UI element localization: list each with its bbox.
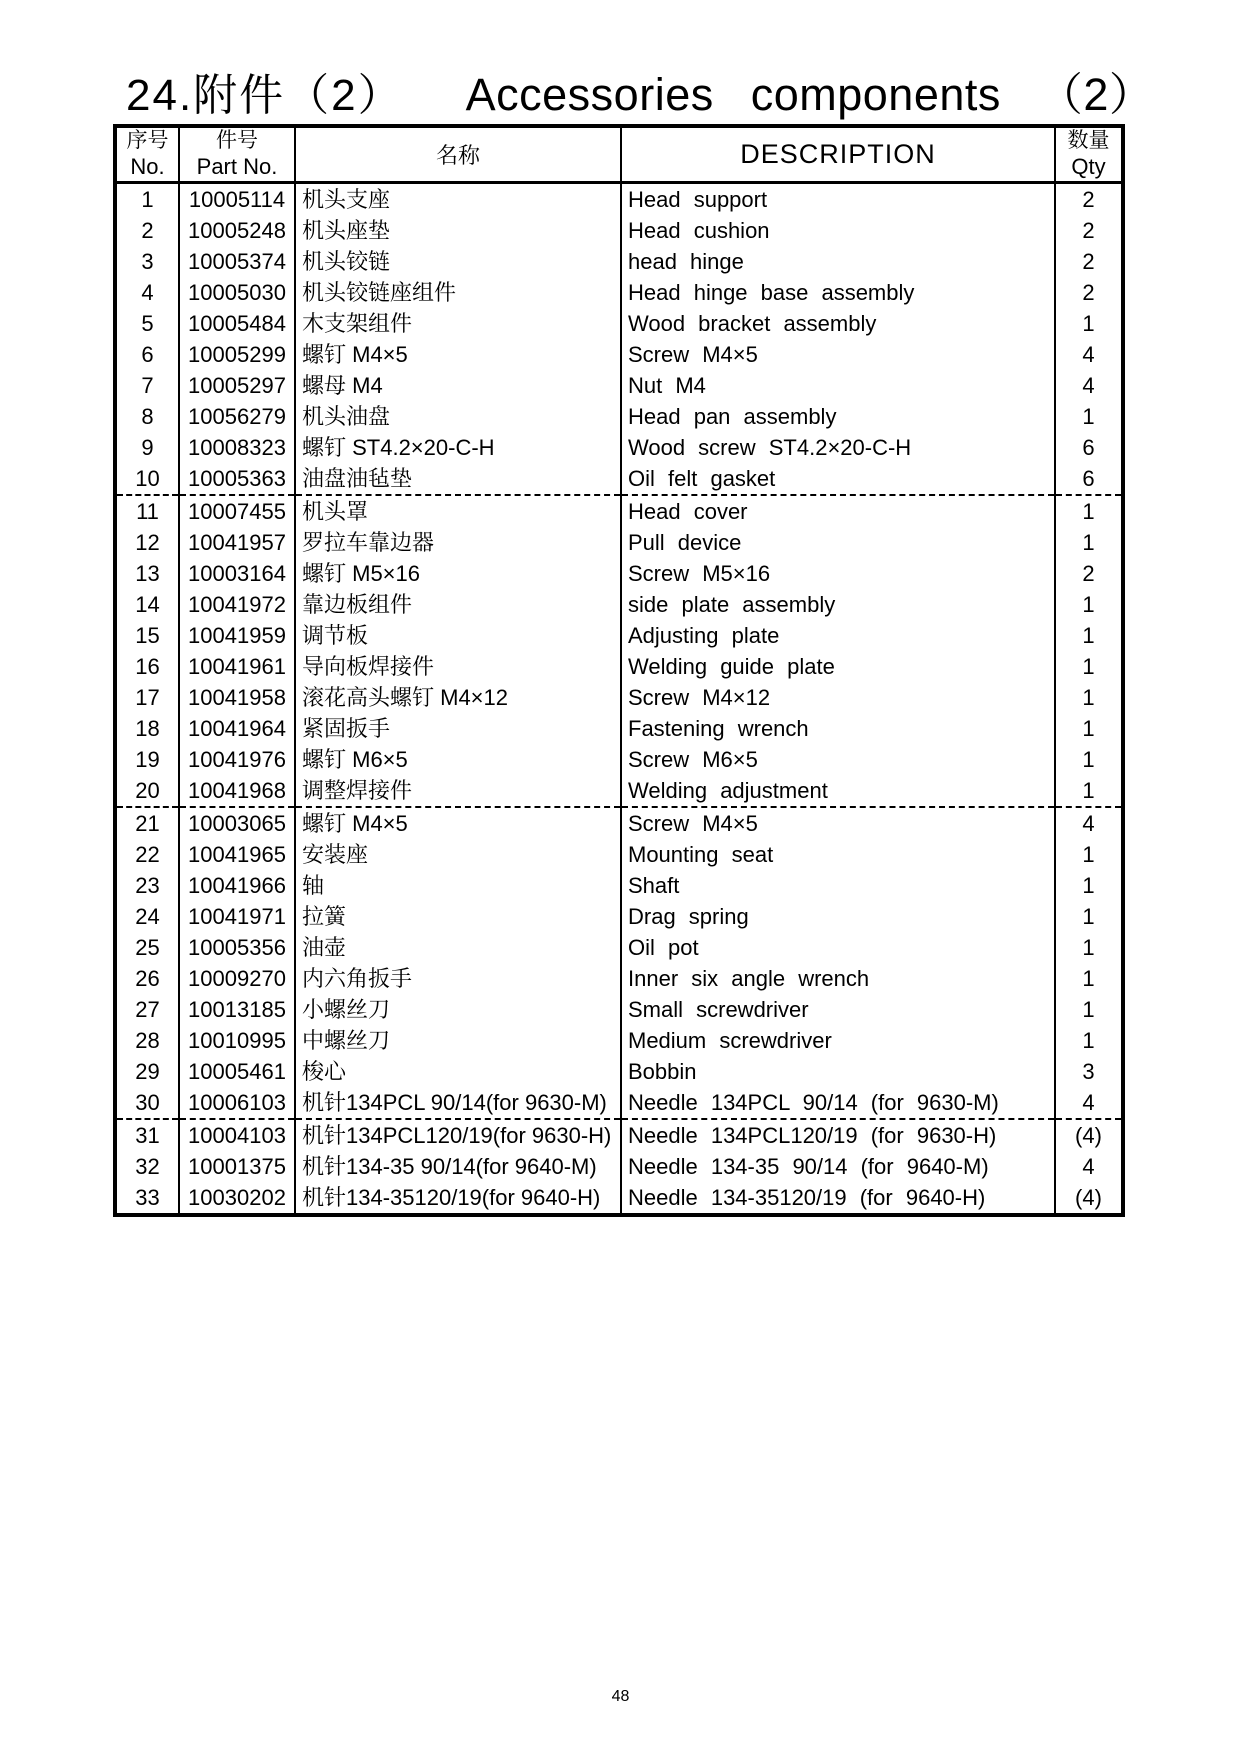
cell-no: 10	[115, 463, 179, 495]
cell-no: 6	[115, 339, 179, 370]
cell-description: Head hinge base assembly	[621, 277, 1055, 308]
cell-name-zh: 螺母 M4	[295, 370, 621, 401]
header-qty-en: Qty	[1071, 153, 1106, 179]
cell-name-zh: 机针134PCL 90/14(for 9630-M)	[295, 1087, 621, 1119]
cell-description: Medium screwdriver	[621, 1025, 1055, 1056]
cell-name-zh: 机头油盘	[295, 401, 621, 432]
cell-name-zh: 小螺丝刀	[295, 994, 621, 1025]
cell-description: Small screwdriver	[621, 994, 1055, 1025]
cell-part-no: 10041966	[179, 870, 295, 901]
cell-no: 21	[115, 807, 179, 839]
cell-name-zh: 内六角扳手	[295, 963, 621, 994]
cell-part-no: 10041961	[179, 651, 295, 682]
table-row	[115, 1025, 1123, 1056]
cell-qty: 1	[1055, 620, 1123, 651]
table-row	[115, 1182, 1123, 1215]
cell-part-no: 10005374	[179, 246, 295, 277]
cell-qty: 1	[1055, 527, 1123, 558]
table-row	[115, 870, 1123, 901]
table-row	[115, 1056, 1123, 1087]
cell-no: 23	[115, 870, 179, 901]
table-row	[115, 901, 1123, 932]
cell-no: 24	[115, 901, 179, 932]
cell-qty: 2	[1055, 182, 1123, 215]
cell-part-no: 10003065	[179, 807, 295, 839]
table-row	[115, 1151, 1123, 1182]
cell-description: Head cover	[621, 495, 1055, 527]
table-row	[115, 558, 1123, 589]
table-row	[115, 963, 1123, 994]
cell-no: 25	[115, 932, 179, 963]
cell-part-no: 10041965	[179, 839, 295, 870]
cell-name-zh: 螺钉 M4×5	[295, 339, 621, 370]
cell-description: head hinge	[621, 246, 1055, 277]
cell-part-no: 10041971	[179, 901, 295, 932]
cell-name-zh: 螺钉 ST4.2×20-C-H	[295, 432, 621, 463]
cell-part-no: 10004103	[179, 1119, 295, 1151]
header-qty-zh: 数量	[1067, 129, 1110, 153]
table-row	[115, 839, 1123, 870]
cell-name-zh: 机头罩	[295, 495, 621, 527]
cell-no: 31	[115, 1119, 179, 1151]
cell-part-no: 10005484	[179, 308, 295, 339]
cell-name-zh: 靠边板组件	[295, 589, 621, 620]
cell-name-zh: 梭心	[295, 1056, 621, 1087]
cell-description: Adjusting plate	[621, 620, 1055, 651]
parts-table-header	[115, 126, 1123, 182]
cell-qty: 1	[1055, 744, 1123, 775]
cell-part-no: 10009270	[179, 963, 295, 994]
cell-no: 2	[115, 215, 179, 246]
cell-qty: 1	[1055, 994, 1123, 1025]
cell-name-zh: 木支架组件	[295, 308, 621, 339]
cell-part-no: 10005114	[179, 182, 295, 215]
cell-description: Screw M4×5	[621, 339, 1055, 370]
cell-part-no: 10041957	[179, 527, 295, 558]
cell-name-zh: 轴	[295, 870, 621, 901]
table-row	[115, 277, 1123, 308]
cell-part-no: 10005299	[179, 339, 295, 370]
table-row	[115, 589, 1123, 620]
cell-qty: 1	[1055, 932, 1123, 963]
cell-description: Head pan assembly	[621, 401, 1055, 432]
header-part-no	[179, 126, 295, 182]
table-row	[115, 1087, 1123, 1119]
table-row	[115, 463, 1123, 495]
cell-no: 27	[115, 994, 179, 1025]
cell-qty: 1	[1055, 775, 1123, 807]
cell-part-no: 10003164	[179, 558, 295, 589]
cell-name-zh: 机头座垫	[295, 215, 621, 246]
header-name-zh: 名称	[435, 142, 480, 168]
cell-qty: 4	[1055, 1151, 1123, 1182]
cell-description: Welding guide plate	[621, 651, 1055, 682]
cell-name-zh: 油盘油毡垫	[295, 463, 621, 495]
parts-table-body	[115, 182, 1123, 1215]
cell-no: 13	[115, 558, 179, 589]
cell-no: 14	[115, 589, 179, 620]
cell-qty: 1	[1055, 713, 1123, 744]
cell-part-no: 10001375	[179, 1151, 295, 1182]
cell-description: Shaft	[621, 870, 1055, 901]
table-row	[115, 401, 1123, 432]
cell-part-no: 10005030	[179, 277, 295, 308]
cell-description: Drag spring	[621, 901, 1055, 932]
cell-qty: 2	[1055, 558, 1123, 589]
cell-no: 22	[115, 839, 179, 870]
cell-part-no: 10041968	[179, 775, 295, 807]
table-row	[115, 932, 1123, 963]
page-title-zh: 24.附件（2）	[126, 71, 404, 120]
cell-description: Needle 134-35120/19 (for 9640-H)	[621, 1182, 1055, 1215]
cell-name-zh: 拉簧	[295, 901, 621, 932]
cell-description: Needle 134PCL 90/14 (for 9630-M)	[621, 1087, 1055, 1119]
cell-name-zh: 机头铰链	[295, 246, 621, 277]
table-row	[115, 620, 1123, 651]
cell-qty: 4	[1055, 370, 1123, 401]
cell-name-zh: 机针134-35120/19(for 9640-H)	[295, 1182, 621, 1215]
cell-description: Oil pot	[621, 932, 1055, 963]
cell-name-zh: 螺钉 M6×5	[295, 744, 621, 775]
cell-description: side plate assembly	[621, 589, 1055, 620]
cell-qty: 2	[1055, 246, 1123, 277]
cell-qty: 1	[1055, 682, 1123, 713]
table-row	[115, 215, 1123, 246]
cell-part-no: 10005248	[179, 215, 295, 246]
table-row	[115, 682, 1123, 713]
cell-no: 11	[115, 495, 179, 527]
cell-no: 17	[115, 682, 179, 713]
cell-part-no: 10005297	[179, 370, 295, 401]
cell-description: Screw M4×12	[621, 682, 1055, 713]
cell-no: 29	[115, 1056, 179, 1087]
cell-no: 19	[115, 744, 179, 775]
cell-qty: 4	[1055, 1087, 1123, 1119]
cell-no: 30	[115, 1087, 179, 1119]
cell-qty: 6	[1055, 463, 1123, 495]
cell-no: 26	[115, 963, 179, 994]
table-row	[115, 713, 1123, 744]
table-row	[115, 527, 1123, 558]
cell-qty: 1	[1055, 495, 1123, 527]
table-row	[115, 182, 1123, 215]
cell-part-no: 10041959	[179, 620, 295, 651]
cell-no: 33	[115, 1182, 179, 1215]
cell-name-zh: 安装座	[295, 839, 621, 870]
cell-description: Inner six angle wrench	[621, 963, 1055, 994]
cell-part-no: 10041958	[179, 682, 295, 713]
cell-part-no: 10007455	[179, 495, 295, 527]
cell-name-zh: 中螺丝刀	[295, 1025, 621, 1056]
cell-qty: 1	[1055, 870, 1123, 901]
cell-name-zh: 螺钉 M4×5	[295, 807, 621, 839]
table-row	[115, 246, 1123, 277]
cell-description: Pull device	[621, 527, 1055, 558]
cell-qty: 1	[1055, 651, 1123, 682]
cell-qty: 6	[1055, 432, 1123, 463]
cell-part-no: 10005356	[179, 932, 295, 963]
cell-description: Fastening wrench	[621, 713, 1055, 744]
header-part-en: Part No.	[196, 153, 278, 179]
cell-no: 32	[115, 1151, 179, 1182]
table-row	[115, 370, 1123, 401]
table-row	[115, 994, 1123, 1025]
cell-qty: 1	[1055, 901, 1123, 932]
cell-qty: 1	[1055, 1025, 1123, 1056]
cell-description: Needle 134-35 90/14 (for 9640-M)	[621, 1151, 1055, 1182]
header-description-label: DESCRIPTION	[740, 138, 936, 169]
cell-part-no: 10006103	[179, 1087, 295, 1119]
table-row	[115, 339, 1123, 370]
cell-no: 3	[115, 246, 179, 277]
table-row	[115, 744, 1123, 775]
header-name	[295, 126, 621, 182]
cell-name-zh: 调整焊接件	[295, 775, 621, 807]
cell-description: Welding adjustment	[621, 775, 1055, 807]
cell-name-zh: 紧固扳手	[295, 713, 621, 744]
page-number: 48	[611, 1688, 630, 1705]
cell-description: Screw M4×5	[621, 807, 1055, 839]
cell-qty: 1	[1055, 401, 1123, 432]
cell-description: Wood bracket assembly	[621, 308, 1055, 339]
cell-part-no: 10041972	[179, 589, 295, 620]
cell-description: Head support	[621, 182, 1055, 215]
cell-part-no: 10005461	[179, 1056, 295, 1087]
table-row	[115, 651, 1123, 682]
page-title-en: Accessories components （2）	[465, 69, 1155, 120]
cell-name-zh: 机针134-35 90/14(for 9640-M)	[295, 1151, 621, 1182]
header-no-zh: 序号	[126, 129, 169, 153]
table-row	[115, 807, 1123, 839]
cell-no: 18	[115, 713, 179, 744]
header-no	[115, 126, 179, 182]
cell-no: 1	[115, 182, 179, 215]
cell-qty: 4	[1055, 807, 1123, 839]
cell-no: 12	[115, 527, 179, 558]
cell-part-no: 10030202	[179, 1182, 295, 1215]
header-qty	[1055, 126, 1123, 182]
cell-part-no: 10056279	[179, 401, 295, 432]
cell-no: 5	[115, 308, 179, 339]
cell-description: Needle 134PCL120/19 (for 9630-H)	[621, 1119, 1055, 1151]
cell-part-no: 10041976	[179, 744, 295, 775]
cell-qty: 1	[1055, 963, 1123, 994]
cell-part-no: 10010995	[179, 1025, 295, 1056]
cell-no: 8	[115, 401, 179, 432]
table-row	[115, 432, 1123, 463]
cell-name-zh: 油壶	[295, 932, 621, 963]
cell-qty: (4)	[1055, 1119, 1123, 1151]
cell-name-zh: 机头支座	[295, 182, 621, 215]
cell-no: 15	[115, 620, 179, 651]
cell-qty: 2	[1055, 277, 1123, 308]
cell-qty: 1	[1055, 589, 1123, 620]
cell-qty: 4	[1055, 339, 1123, 370]
header-no-en: No.	[130, 153, 165, 179]
cell-name-zh: 滚花高头螺钉 M4×12	[295, 682, 621, 713]
cell-qty: 1	[1055, 839, 1123, 870]
cell-no: 16	[115, 651, 179, 682]
cell-part-no: 10008323	[179, 432, 295, 463]
cell-name-zh: 机针134PCL120/19(for 9630-H)	[295, 1119, 621, 1151]
parts-table	[113, 124, 1125, 1217]
cell-qty: 1	[1055, 308, 1123, 339]
cell-description: Oil felt gasket	[621, 463, 1055, 495]
page-title	[126, 58, 1154, 123]
cell-description: Mounting seat	[621, 839, 1055, 870]
cell-name-zh: 机头铰链座组件	[295, 277, 621, 308]
table-row	[115, 775, 1123, 807]
table-row	[115, 495, 1123, 527]
header-part-zh: 件号	[216, 129, 258, 153]
cell-name-zh: 调节板	[295, 620, 621, 651]
cell-description: Screw M6×5	[621, 744, 1055, 775]
cell-description: Nut M4	[621, 370, 1055, 401]
cell-no: 7	[115, 370, 179, 401]
cell-name-zh: 罗拉车靠边器	[295, 527, 621, 558]
table-row	[115, 308, 1123, 339]
cell-description: Screw M5×16	[621, 558, 1055, 589]
cell-no: 20	[115, 775, 179, 807]
cell-no: 28	[115, 1025, 179, 1056]
cell-no: 9	[115, 432, 179, 463]
cell-description: Wood screw ST4.2×20-C-H	[621, 432, 1055, 463]
cell-qty: (4)	[1055, 1182, 1123, 1215]
cell-qty: 3	[1055, 1056, 1123, 1087]
cell-description: Bobbin	[621, 1056, 1055, 1087]
cell-qty: 2	[1055, 215, 1123, 246]
header-description	[621, 126, 1055, 182]
cell-part-no: 10013185	[179, 994, 295, 1025]
table-row	[115, 1119, 1123, 1151]
cell-part-no: 10005363	[179, 463, 295, 495]
cell-no: 4	[115, 277, 179, 308]
cell-description: Head cushion	[621, 215, 1055, 246]
cell-name-zh: 螺钉 M5×16	[295, 558, 621, 589]
cell-part-no: 10041964	[179, 713, 295, 744]
cell-name-zh: 导向板焊接件	[295, 651, 621, 682]
